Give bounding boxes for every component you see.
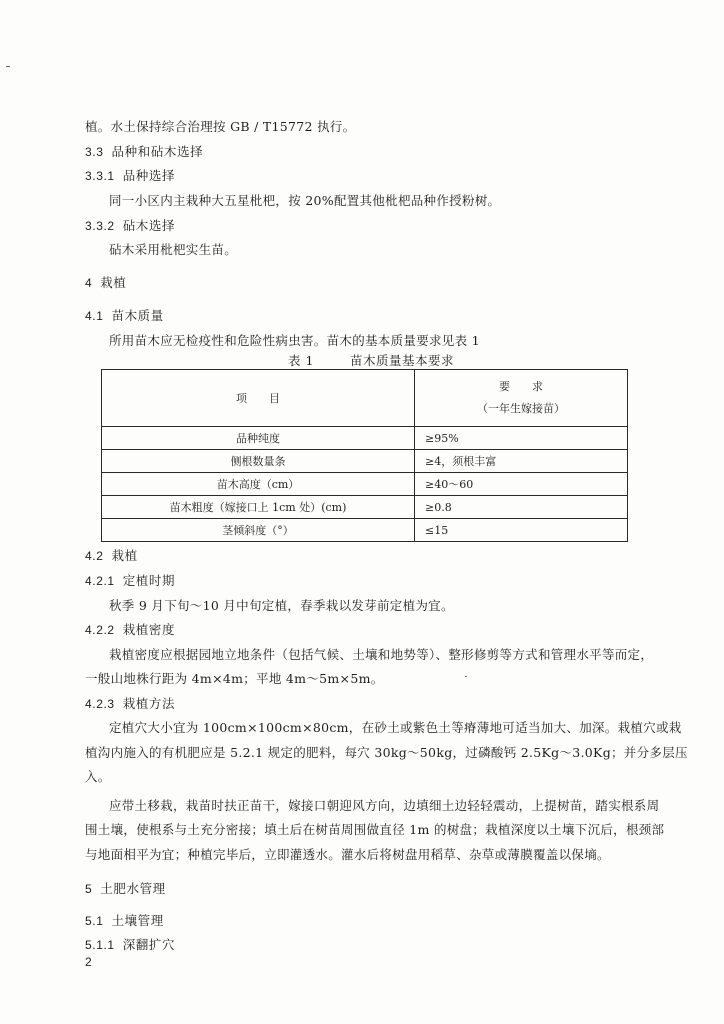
section-number: 4.2.3: [85, 697, 115, 711]
section-number: 4.2.2: [85, 623, 115, 637]
paragraph-rootstock: 砧木采用枇杷实生苗。: [109, 242, 238, 257]
table-cell-requirement: ≥0.8: [415, 496, 628, 519]
paragraph-variety-selection: 同一小区内主栽种大五星枇杷，按 20%配置其他枇杷品种作授粉树。: [109, 193, 501, 208]
section-number: 4.1: [85, 309, 104, 323]
table-caption: [288, 351, 454, 369]
table-caption-label: 表 1: [288, 353, 314, 368]
paragraph-planting-method-line1: 定植穴大小宜为 100cm×100cm×80cm，在砂土或紫色土等瘠薄地可适当加大、加深。栽植穴或栽: [109, 720, 682, 735]
table-row: [102, 450, 628, 473]
heading-4-2: [85, 546, 138, 564]
section-title: 栽植: [100, 275, 127, 290]
section-title: 栽植: [111, 548, 138, 563]
section-title: 栽植方法: [122, 696, 176, 711]
table-header-requirement-title: 要 求: [499, 380, 543, 393]
table-header-requirement: [415, 370, 628, 427]
section-number: 4: [85, 276, 93, 290]
section-number: 3.3.1: [85, 169, 115, 183]
table-cell-item: 品种纯度: [102, 427, 415, 450]
heading-4: [85, 273, 126, 291]
section-title: 品种和砧木选择: [111, 144, 204, 159]
table-row: [102, 519, 628, 542]
section-title: 土壤管理: [111, 913, 164, 928]
paragraph-planting-density-line1: 栽植密度应根据园地立地条件（包括气候、土壤和地势等）、整形修剪等方式和管理水平等而定，: [109, 647, 654, 662]
table-cell-item: 苗木高度（cm）: [102, 473, 415, 496]
heading-4-1: [85, 306, 164, 324]
heading-4-2-3: [85, 694, 175, 712]
table-cell-requirement: ≥4，须根丰富: [415, 450, 628, 473]
section-title: 定植时期: [122, 573, 176, 588]
heading-4-2-2: [85, 620, 175, 638]
heading-3-3-1: [85, 166, 175, 184]
section-number: 4.2.1: [85, 574, 115, 588]
paragraph-planting-period: 秋季 9 月下旬～10 月中旬定植，春季栽以发芽前定植为宜。: [109, 598, 454, 613]
scan-mark: [465, 676, 467, 677]
section-number: 4.2: [85, 549, 104, 563]
section-title: 土肥水管理: [100, 881, 166, 896]
paragraph-transplant-line1: 应带土移栽，栽苗时扶正苗干，嫁接口朝迎风方向，边填细土边轻轻震动，上提树苗，踏实根系周: [109, 798, 660, 813]
table-header-item: 项 目: [102, 370, 415, 427]
section-title: 深翻扩穴: [122, 937, 176, 952]
table-cell-item: 侧根数量条: [102, 450, 415, 473]
section-number: 5: [85, 882, 93, 896]
heading-3-3: [85, 142, 203, 160]
paragraph-transplant-line3: 与地面相平为宜；种植完毕后，立即灌透水。灌水后将树盘用稻草、杂草或薄膜覆盖以保墒。: [85, 847, 610, 862]
section-title: 栽植密度: [122, 622, 176, 637]
paragraph-planting-method-line3: 入。: [85, 769, 111, 784]
table-header-row: [102, 370, 628, 427]
table-cell-requirement: ≤15: [415, 519, 628, 542]
paragraph-transplant-line2: 围土壤，使根系与土充分密接；填土后在树苗周围做直径 1m 的树盘；栽植深度以土壤下沉后，根颈部: [85, 822, 665, 837]
heading-3-3-2: [85, 216, 175, 234]
section-number: 5.1: [85, 914, 104, 928]
section-title: 品种选择: [122, 168, 176, 183]
table-header-requirement-note: （一年生嫁接苗）: [477, 402, 565, 415]
section-title: 苗木质量: [111, 308, 164, 323]
seedling-quality-table: [101, 369, 628, 542]
paragraph-seedling-quality: 所用苗木应无检疫性和危险性病虫害。苗木的基本质量要求见表 1: [109, 333, 480, 348]
table-cell-item: 茎倾斜度（°）: [102, 519, 415, 542]
table-cell-requirement: ≥95%: [415, 427, 628, 450]
paragraph-continuation: 植。水土保持综合治理按 GB / T15772 执行。: [85, 119, 356, 134]
table-row: [102, 496, 628, 519]
table-cell-item: 苗木粗度（嫁接口上 1cm 处）(cm): [102, 496, 415, 519]
heading-4-2-1: [85, 571, 175, 589]
table-row: [102, 473, 628, 496]
section-number: 3.3: [85, 145, 104, 159]
section-title: 砧木选择: [122, 218, 176, 233]
section-number: 5.1.1: [85, 938, 115, 952]
paragraph-planting-density-line2: 一般山地株行距为 4m×4m；平地 4m～5m×5m。: [85, 671, 384, 686]
table-cell-requirement: ≥40～60: [415, 473, 628, 496]
heading-5: [85, 879, 166, 897]
heading-5-1-1: [85, 935, 175, 953]
heading-5-1: [85, 911, 164, 929]
scan-mark: [6, 66, 10, 67]
paragraph-planting-method-line2: 植沟内施入的有机肥应是 5.2.1 规定的肥料，每穴 30kg～50kg，过磷酸钙 2.5Kg～3.0Kg；并分多层压: [85, 745, 688, 760]
section-number: 3.3.2: [85, 219, 115, 233]
table-row: [102, 427, 628, 450]
page-number: 2: [85, 955, 92, 969]
table-caption-title: 苗木质量基本要求: [349, 353, 454, 368]
